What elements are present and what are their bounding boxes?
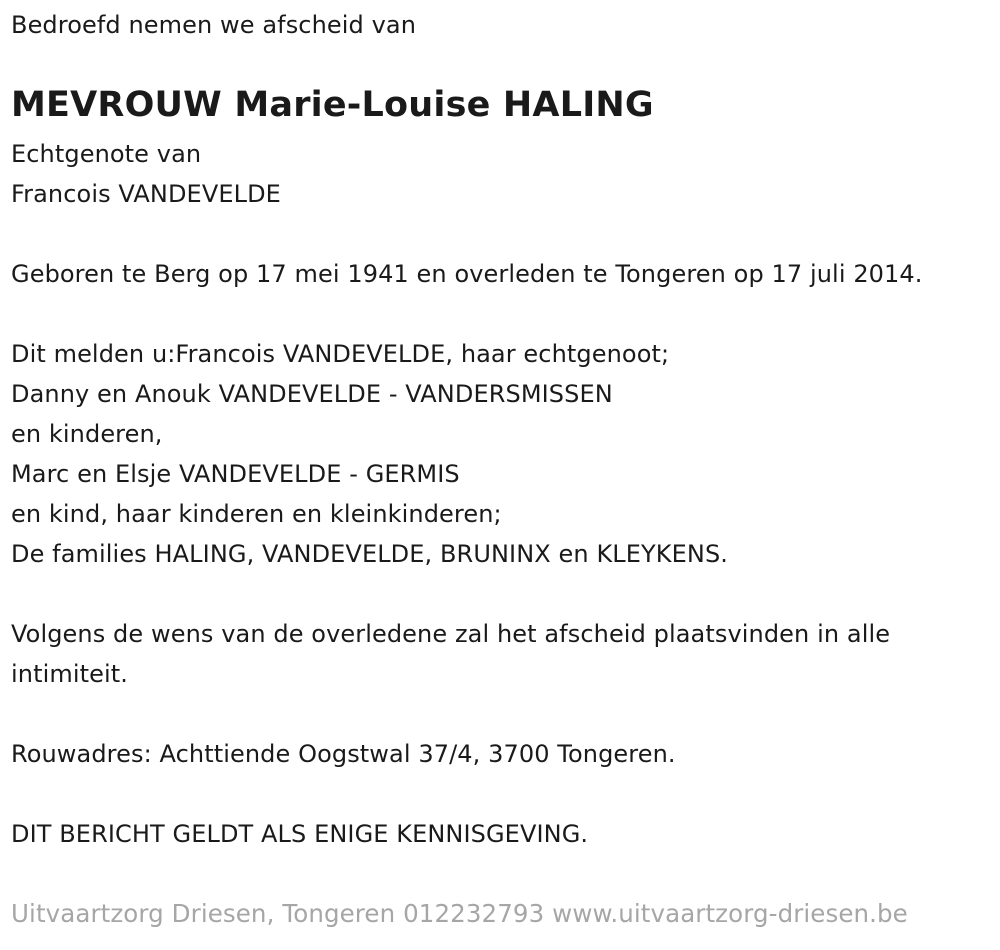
announcer-line: Danny en Anouk VANDEVELDE - VANDERSMISSEN: [11, 380, 613, 408]
mourning-address: Rouwadres: Achttiende Oogstwal 37/4, 3700 Tongeren.: [11, 740, 676, 768]
announcer-line: Dit melden u:Francois VANDEVELDE, haar echtgenoot;: [11, 340, 670, 368]
spouse-name: Francois VANDEVELDE: [11, 180, 281, 208]
announcer-line: Marc en Elsje VANDEVELDE - GERMIS: [11, 460, 460, 488]
announcer-line: De families HALING, VANDEVELDE, BRUNINX en KLEYKENS.: [11, 540, 729, 568]
deceased-name: MEVROUW Marie-Louise HALING: [11, 85, 654, 125]
notice-statement: DIT BERICHT GELDT ALS ENIGE KENNISGEVING.: [11, 820, 589, 848]
announcer-line: en kind, haar kinderen en kleinkinderen;: [11, 500, 502, 528]
funeral-home-footer: Uitvaartzorg Driesen, Tongeren 012232793 www.uitvaartzorg-driesen.be: [11, 899, 908, 928]
announcer-line: en kinderen,: [11, 420, 163, 448]
farewell-text: Volgens de wens van de overledene zal het afscheid plaatsvinden in alle: [11, 620, 891, 648]
spouse-label: Echtgenote van: [11, 140, 202, 168]
intro-text: Bedroefd nemen we afscheid van: [11, 11, 417, 39]
birth-death-text: Geboren te Berg op 17 mei 1941 en overleden te Tongeren op 17 juli 2014.: [11, 260, 923, 288]
farewell-text-continued: intimiteit.: [11, 660, 128, 688]
